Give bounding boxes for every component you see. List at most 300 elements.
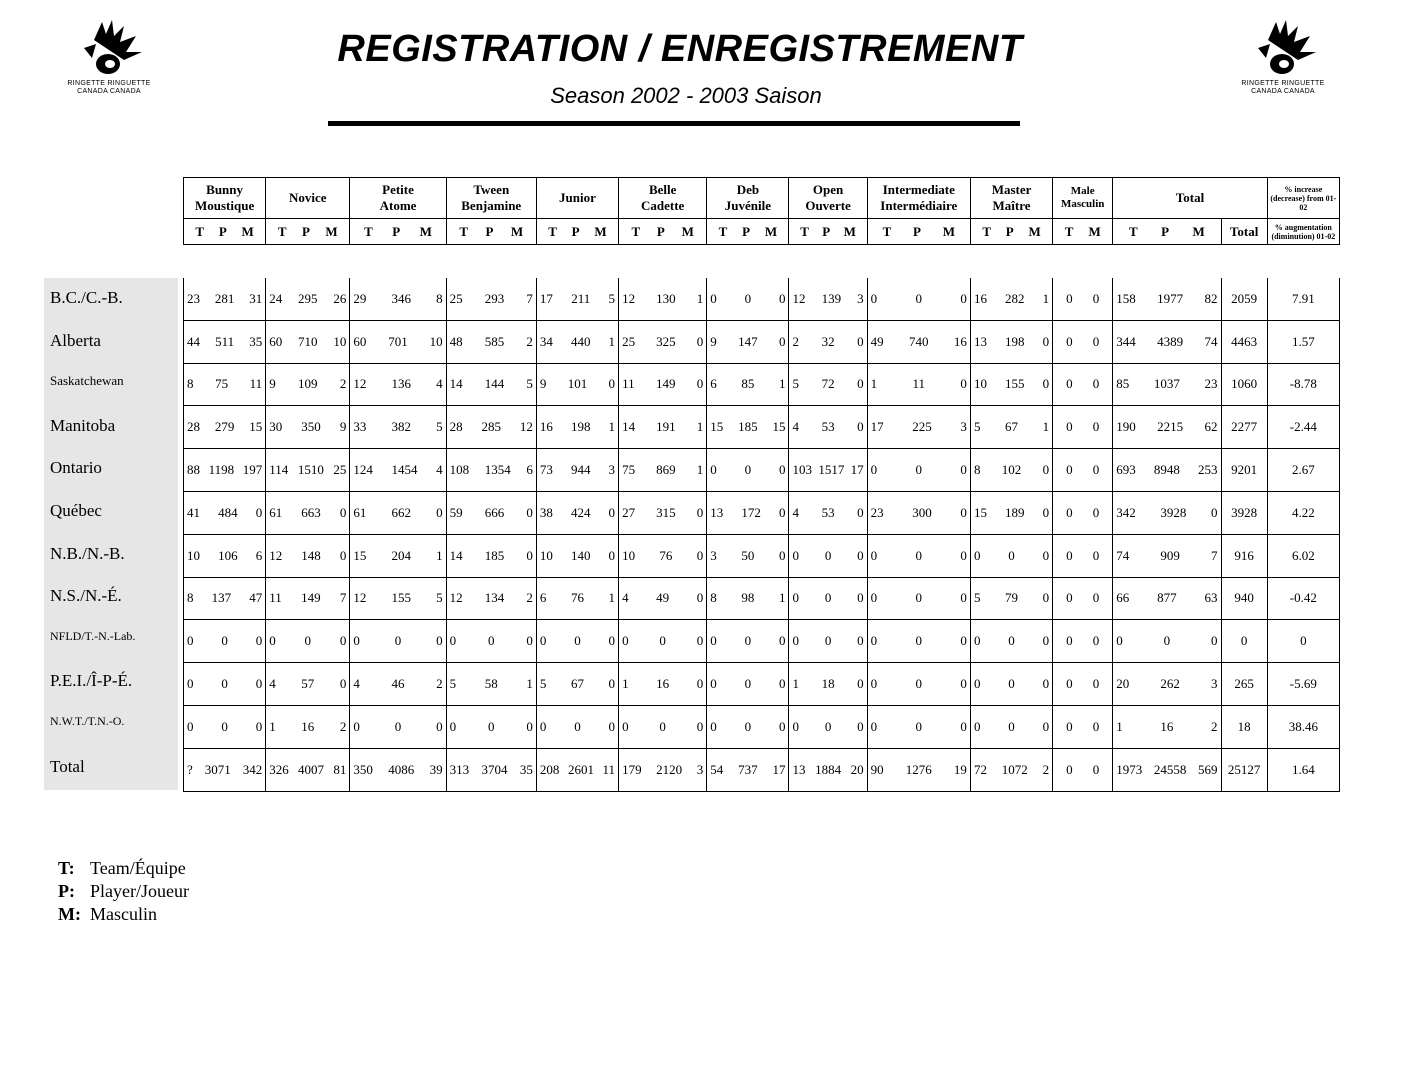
cell-value: 279	[214, 419, 235, 435]
group-cell	[350, 620, 446, 663]
group-cell	[789, 534, 867, 577]
group-cell	[1113, 406, 1221, 449]
group-cell	[970, 577, 1052, 620]
cell-value: 0	[1066, 462, 1073, 478]
cell-value: 76	[659, 547, 673, 563]
cell-value: 62	[1204, 419, 1218, 435]
group-cell	[970, 406, 1052, 449]
cell-value: 0	[1092, 761, 1100, 777]
group-cell	[789, 278, 867, 320]
legend-key: M:	[58, 904, 81, 924]
group-cell	[619, 491, 707, 534]
group-cell	[619, 663, 707, 706]
group-cell	[707, 748, 789, 791]
column-header-sublabel: Masculin	[1061, 198, 1105, 210]
cell-value: 5	[792, 376, 799, 392]
table-row	[184, 320, 1340, 363]
tpm-label: T	[1064, 223, 1074, 239]
column-header	[1113, 178, 1267, 219]
total-cell: 940	[1221, 577, 1267, 620]
cell-value: 0	[870, 718, 878, 734]
cell-value: 282	[1005, 290, 1025, 306]
cell-value: 23	[870, 504, 884, 520]
group-cell	[707, 534, 789, 577]
cell-value: 39	[429, 761, 443, 777]
cell-value: 0	[1092, 547, 1100, 563]
cell-value: 0	[1042, 376, 1050, 392]
tpm-label: M	[1192, 223, 1205, 239]
cell-value: 15	[710, 419, 724, 435]
group-cell	[266, 663, 350, 706]
group-cell	[707, 363, 789, 406]
group-cell	[619, 278, 707, 320]
cell-value: 1454	[391, 462, 418, 478]
cell-value: 136	[391, 376, 412, 392]
group-cell	[1053, 363, 1113, 406]
group-cell	[619, 534, 707, 577]
cell-value: 8	[710, 590, 717, 606]
group-cell	[1113, 491, 1221, 534]
cell-value: 0	[221, 676, 228, 692]
cell-value: 73	[539, 462, 553, 478]
cell-value: 944	[570, 462, 591, 478]
cell-value: 76	[570, 590, 584, 606]
group-cell	[536, 406, 618, 449]
cell-value: 1	[1042, 290, 1050, 306]
tpm-header	[619, 219, 707, 245]
cell-value: 46	[391, 676, 405, 692]
group-cell	[707, 577, 789, 620]
cell-value: 1037	[1153, 376, 1180, 392]
tpm-label: P	[656, 223, 665, 239]
cell-value: 66	[1116, 590, 1130, 606]
cell-value: 0	[488, 718, 495, 734]
group-cell	[1113, 577, 1221, 620]
logo-text: RINGETTE RINGUETTE CANADA CANADA	[1241, 80, 1325, 95]
legend-value: Team/Équipe	[90, 858, 186, 878]
tpm-label: T	[364, 223, 373, 239]
tpm-label: M	[1088, 223, 1101, 239]
cell-value: 1973	[1116, 761, 1143, 777]
group-cell	[619, 406, 707, 449]
cell-value: 13	[710, 504, 724, 520]
cell-value: 342	[1116, 504, 1136, 520]
cell-value: 0	[960, 290, 967, 306]
cell-value: 16	[539, 419, 553, 435]
cell-value: 90	[870, 761, 884, 777]
cell-value: 0	[1042, 504, 1050, 520]
column-header-label: Male	[1070, 185, 1095, 197]
group-cell	[867, 449, 970, 492]
cell-value: 0	[870, 633, 878, 649]
group-cell	[970, 278, 1052, 320]
total-cell: 3928	[1221, 491, 1267, 534]
cell-value: 3	[960, 419, 967, 435]
cell-value: 0	[973, 633, 981, 649]
tpm-label: P	[742, 223, 751, 239]
cell-value: 0	[778, 290, 786, 306]
cell-value: 211	[571, 290, 591, 306]
cell-value: 72	[821, 376, 835, 392]
cell-value: 98	[741, 590, 755, 606]
percent-cell: -8.78	[1267, 363, 1339, 406]
cell-value: 82	[1204, 290, 1218, 306]
percent-cell: 7.91	[1267, 278, 1339, 320]
group-cell	[619, 748, 707, 791]
cell-value: 0	[1066, 590, 1073, 606]
cell-value: 0	[1092, 419, 1100, 435]
cell-value: 440	[570, 333, 591, 349]
cell-value: 1510	[297, 462, 324, 478]
cell-value: 1977	[1157, 290, 1184, 306]
group-cell	[536, 663, 618, 706]
cell-value: 2601	[567, 761, 594, 777]
tpm-label: M	[325, 223, 338, 239]
cell-value: 0	[1092, 504, 1100, 520]
cell-value: 85	[741, 376, 755, 392]
cell-value: 2	[526, 590, 533, 606]
legend-value: Player/Joueur	[90, 881, 189, 901]
total-cell: 9201	[1221, 449, 1267, 492]
group-cell	[184, 577, 266, 620]
cell-value: 9	[539, 376, 547, 392]
cell-value: 49	[870, 333, 884, 349]
cell-value: 3	[857, 290, 864, 306]
cell-value: 12	[622, 290, 636, 306]
tpm-label: P	[218, 223, 227, 239]
cell-value: 0	[1066, 547, 1073, 563]
column-header-table	[183, 177, 1340, 245]
cell-value: 10	[333, 333, 347, 349]
cell-value: 172	[741, 504, 761, 520]
group-cell	[266, 363, 350, 406]
group-cell	[1053, 705, 1113, 748]
cell-value: 0	[696, 376, 704, 392]
tpm-header	[184, 219, 266, 245]
cell-value: 0	[778, 676, 786, 692]
table-row	[184, 748, 1340, 791]
cell-value: 313	[449, 761, 470, 777]
cell-value: 0	[608, 376, 616, 392]
cell-value: 208	[539, 761, 560, 777]
group-cell	[789, 491, 867, 534]
cell-value: 109	[298, 376, 318, 392]
group-cell	[536, 705, 618, 748]
table-row	[184, 449, 1340, 492]
group-cell	[867, 620, 970, 663]
cell-value: 0	[710, 633, 717, 649]
table-row	[184, 491, 1340, 534]
tpm-label: P	[913, 223, 921, 239]
cell-value: 740	[909, 333, 929, 349]
tpm-header	[867, 219, 970, 245]
cell-value: 877	[1157, 590, 1177, 606]
cell-value: 144	[484, 376, 505, 392]
cell-value: 0	[526, 633, 533, 649]
cell-value: 0	[1066, 333, 1073, 349]
group-cell	[867, 320, 970, 363]
cell-value: 0	[1092, 590, 1100, 606]
group-cell	[789, 320, 867, 363]
cell-value: 0	[539, 633, 547, 649]
cell-value: 11	[249, 376, 263, 392]
cell-value: 27	[622, 504, 636, 520]
cell-value: 139	[821, 290, 842, 306]
column-header	[619, 178, 707, 219]
cell-value: 35	[519, 761, 533, 777]
cell-value: 0	[792, 590, 799, 606]
group-cell	[184, 705, 266, 748]
group-cell	[867, 577, 970, 620]
cell-value: 63	[1204, 590, 1218, 606]
group-cell	[184, 278, 266, 320]
group-cell	[707, 705, 789, 748]
cell-value: 2120	[656, 761, 683, 777]
group-cell	[789, 705, 867, 748]
legend-item	[58, 881, 189, 902]
column-header-label: Tween	[473, 182, 510, 197]
legend-item	[58, 858, 186, 879]
cell-value: 23	[187, 290, 200, 306]
cell-value: 0	[744, 676, 752, 692]
cell-value: 0	[696, 633, 704, 649]
group-cell	[536, 278, 618, 320]
cell-value: 1	[526, 676, 533, 692]
cell-value: 0	[778, 633, 786, 649]
cell-value: 1	[608, 590, 616, 606]
table-row	[184, 278, 1340, 320]
column-header-sublabel: Intermédiaire	[880, 198, 958, 213]
cell-value: 35	[249, 333, 263, 349]
cell-value: 18	[821, 676, 835, 692]
group-cell	[536, 320, 618, 363]
cell-value: 2	[526, 333, 533, 349]
cell-value: 14	[622, 419, 636, 435]
cell-value: 0	[1042, 590, 1050, 606]
cell-value: 5	[973, 419, 981, 435]
cell-value: 0	[710, 290, 717, 306]
cell-value: 0	[1211, 633, 1218, 649]
cell-value: 1	[1042, 419, 1050, 435]
column-header	[1053, 178, 1113, 219]
cell-value: 53	[821, 419, 835, 435]
total-cell: 18	[1221, 705, 1267, 748]
column-header	[867, 178, 970, 219]
group-cell	[867, 491, 970, 534]
group-cell	[350, 491, 446, 534]
cell-value: 424	[570, 504, 591, 520]
cell-value: 0	[187, 633, 194, 649]
group-cell	[970, 449, 1052, 492]
cell-value: 6	[526, 462, 533, 478]
cell-value: 149	[655, 376, 676, 392]
cell-value: 102	[1001, 462, 1022, 478]
group-cell	[1053, 534, 1113, 577]
cell-value: 31	[249, 290, 263, 306]
table-row	[184, 705, 1340, 748]
group-cell	[446, 577, 536, 620]
cell-value: 155	[1005, 376, 1025, 392]
cell-value: 61	[269, 504, 283, 520]
total-header: Total	[1221, 219, 1267, 245]
cell-value: 54	[710, 761, 724, 777]
cell-value: 38	[539, 504, 553, 520]
cell-value: 0	[574, 633, 581, 649]
column-header-label: Open	[812, 182, 844, 197]
tpm-header	[789, 219, 867, 245]
logo-text: RINGETTE RINGUETTE CANADA CANADA	[67, 80, 151, 95]
cell-value: 33	[353, 419, 367, 435]
group-cell	[789, 406, 867, 449]
cell-value: 114	[269, 462, 289, 478]
cell-value: 47	[249, 590, 263, 606]
cell-value: 0	[255, 504, 263, 520]
tpm-label: M	[942, 223, 956, 239]
cell-value: 293	[484, 290, 505, 306]
cell-value: 0	[1092, 633, 1100, 649]
column-header	[536, 178, 618, 219]
cell-value: 149	[301, 590, 321, 606]
column-header	[446, 178, 536, 219]
cell-value: 198	[1005, 333, 1025, 349]
total-cell: 25127	[1221, 748, 1267, 791]
cell-value: 12	[792, 290, 806, 306]
cell-value: 0	[1066, 290, 1073, 306]
tpm-label: T	[800, 223, 809, 239]
cell-value: 0	[1066, 376, 1073, 392]
cell-value: 8948	[1153, 462, 1180, 478]
cell-value: 60	[269, 333, 283, 349]
cell-value: 0	[792, 547, 799, 563]
cell-value: 16	[301, 718, 315, 734]
tpm-label: M	[1028, 223, 1041, 239]
cell-value: 67	[570, 676, 584, 692]
cell-value: 6	[255, 547, 263, 563]
cell-value: 74	[1204, 333, 1218, 349]
cell-value: 190	[1116, 419, 1136, 435]
cell-value: 79	[1005, 590, 1019, 606]
province-label: Manitoba	[50, 415, 116, 435]
cell-value: 20	[1116, 676, 1130, 692]
cell-value: 1	[870, 376, 878, 392]
cell-value: 0	[696, 504, 704, 520]
cell-value: 1	[436, 547, 443, 563]
cell-value: 61	[353, 504, 367, 520]
group-cell	[867, 534, 970, 577]
cell-value: 0	[870, 676, 878, 692]
cell-value: 344	[1116, 333, 1136, 349]
group-cell	[350, 534, 446, 577]
cell-value: 17	[850, 462, 864, 478]
cell-value: 2	[1042, 761, 1050, 777]
cell-value: 0	[1092, 290, 1100, 306]
cell-value: 0	[1066, 504, 1073, 520]
group-cell	[970, 363, 1052, 406]
total-cell: 0	[1221, 620, 1267, 663]
cell-value: 185	[484, 547, 505, 563]
group-cell	[1113, 363, 1221, 406]
cell-value: 666	[484, 504, 505, 520]
cell-value: 0	[915, 462, 923, 478]
tpm-label: T	[718, 223, 728, 239]
page-title: REGISTRATION / ENREGISTREMENT	[337, 28, 1023, 70]
percent-header: % increase (decrease) from 01-02	[1267, 178, 1339, 219]
cell-value: 1072	[1001, 761, 1028, 777]
group-cell	[184, 449, 266, 492]
cell-value: 1198	[208, 462, 235, 478]
cell-value: 0	[394, 633, 402, 649]
cell-value: 10	[622, 547, 636, 563]
cell-value: 0	[1042, 333, 1050, 349]
cell-value: 25	[622, 333, 636, 349]
percent-cell: 1.64	[1267, 748, 1339, 791]
cell-value: 191	[656, 419, 676, 435]
cell-value: 5	[973, 590, 981, 606]
cell-value: 85	[1116, 376, 1130, 392]
group-cell	[789, 577, 867, 620]
cell-value: 0	[1211, 504, 1218, 520]
group-cell	[266, 491, 350, 534]
cell-value: 2	[1211, 718, 1218, 734]
group-cell	[1053, 406, 1113, 449]
cell-value: 8	[436, 290, 443, 306]
group-cell	[184, 363, 266, 406]
group-cell	[184, 534, 266, 577]
cell-value: 58	[484, 676, 498, 692]
group-cell	[619, 577, 707, 620]
legend-value: Masculin	[90, 904, 157, 924]
group-cell	[446, 663, 536, 706]
cell-value: 0	[1116, 633, 1123, 649]
percent-cell: 0	[1267, 620, 1339, 663]
group-cell	[1053, 491, 1113, 534]
cell-value: 0	[960, 590, 967, 606]
cell-value: 6	[710, 376, 717, 392]
cell-value: 9	[710, 333, 717, 349]
tpm-header	[707, 219, 789, 245]
cell-value: 0	[187, 676, 194, 692]
cell-value: 0	[973, 676, 981, 692]
cell-value: 0	[824, 718, 832, 734]
column-header	[789, 178, 867, 219]
cell-value: 0	[696, 333, 704, 349]
percent-header-fr: % augmentation (diminution) 01-02	[1267, 219, 1339, 245]
cell-value: 24	[269, 290, 283, 306]
group-cell	[184, 663, 266, 706]
cell-value: 0	[436, 633, 443, 649]
cell-value: 12	[269, 547, 283, 563]
group-cell	[619, 363, 707, 406]
province-label: Ontario	[50, 458, 102, 478]
cell-value: 0	[526, 547, 533, 563]
cell-value: 28	[187, 419, 200, 435]
group-cell	[350, 320, 446, 363]
group-cell	[867, 663, 970, 706]
province-label: Québec	[50, 501, 102, 520]
cell-value: 0	[1042, 676, 1050, 692]
cell-value: 0	[339, 547, 347, 563]
cell-value: 12	[353, 376, 367, 392]
page-subtitle: Season 2002 - 2003 Saison	[550, 83, 822, 108]
cell-value: 0	[1042, 633, 1050, 649]
cell-value: 67	[1005, 419, 1019, 435]
cell-value: 3928	[1160, 504, 1187, 520]
cell-value: 1	[696, 419, 704, 435]
column-header	[350, 178, 446, 219]
column-header-sublabel: Maître	[992, 198, 1031, 213]
column-header-label: Total	[1175, 190, 1205, 205]
cell-value: 28	[449, 419, 463, 435]
